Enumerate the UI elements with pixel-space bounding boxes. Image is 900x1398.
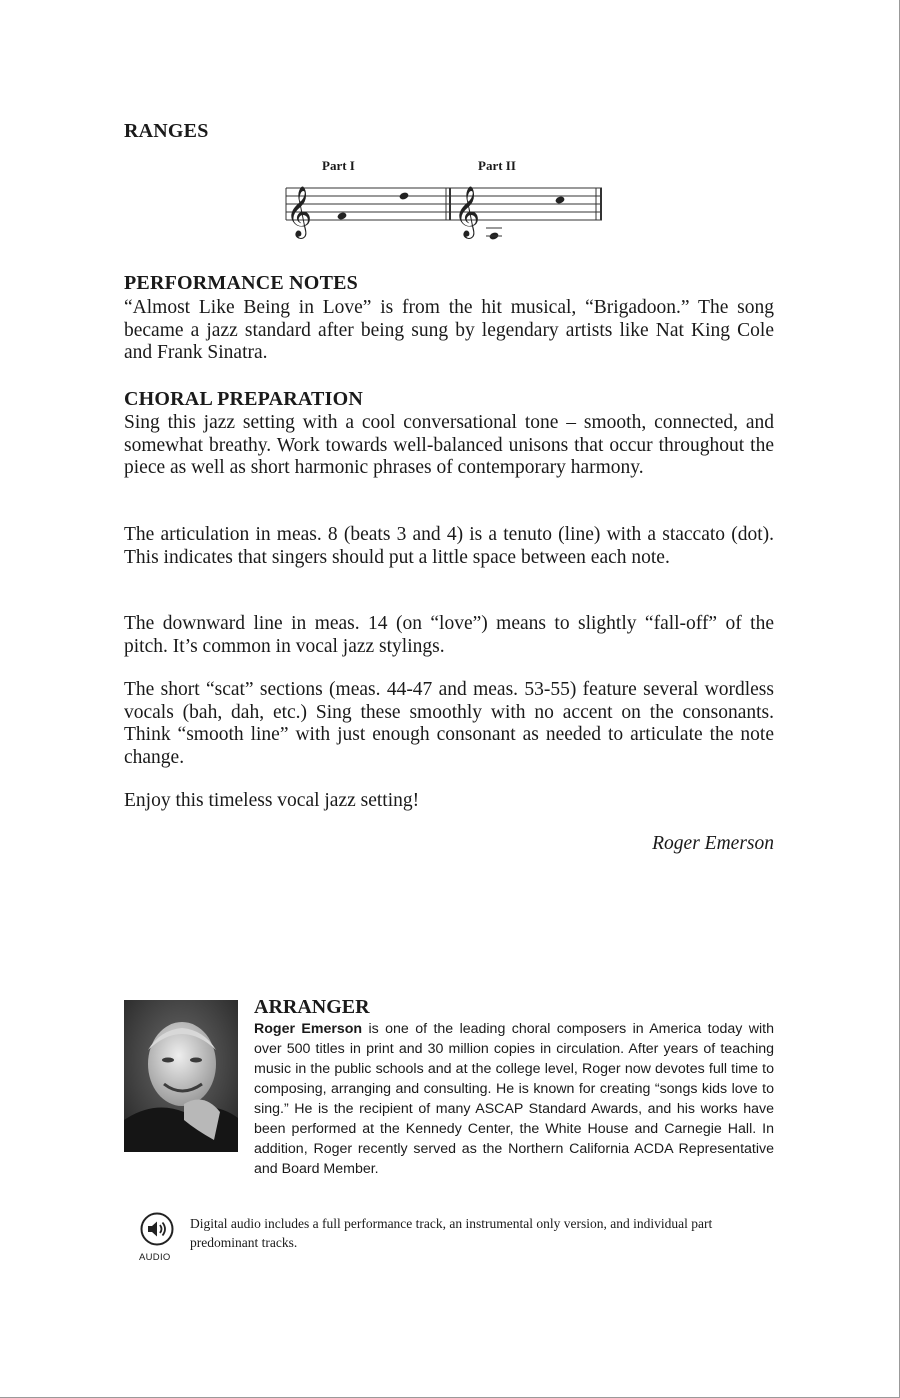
audio-icon bbox=[140, 1212, 174, 1246]
performance-notes-text: “Almost Like Being in Love” is from the hit musical, “Brigadoon.” The song became a jazz standard after being sung by legendary artists like Nat King Cole and Frank Sinatra. bbox=[124, 297, 774, 363]
arranger-bio bbox=[254, 1019, 774, 1179]
choral-preparation-heading: CHORAL PREPARATION bbox=[124, 388, 363, 410]
note-part2-high bbox=[555, 195, 566, 204]
part-two-label: Part II bbox=[478, 158, 516, 173]
note-part1-low bbox=[337, 211, 348, 220]
arranger-photo bbox=[124, 1000, 238, 1152]
audio-label: AUDIO bbox=[139, 1252, 171, 1263]
arranger-portrait bbox=[124, 1000, 238, 1152]
performance-notes-heading: PERFORMANCE NOTES bbox=[124, 272, 358, 294]
ranges-heading: RANGES bbox=[124, 120, 209, 142]
choral-paragraph-falloff: The downward line in meas. 14 (on “love”) means to slightly “fall-off” of the pitch. It’s common in vocal jazz stylings. bbox=[124, 613, 774, 657]
choral-paragraph-closing: Enjoy this timeless vocal jazz setting! bbox=[124, 790, 420, 811]
treble-clef-two: 𝄞 bbox=[454, 186, 481, 237]
staff-lines bbox=[286, 188, 602, 220]
ranges-staff bbox=[280, 150, 610, 250]
arranger-heading: ARRANGER bbox=[254, 996, 370, 1018]
treble-clef-one: 𝄞 bbox=[286, 186, 313, 237]
audio-note: Digital audio includes a full performance track, an instrumental only version, and individual part predominant tracks. bbox=[190, 1216, 713, 1250]
arranger-name: Roger Emerson bbox=[254, 1021, 363, 1037]
choral-paragraph-scat: The short “scat” sections (meas. 44-47 and meas. 53-55) feature several wordless vocals (bah, dah, etc.) Sing these smoothly with no accent on the consonants. Think “smooth line” with just enough consonant as needed to articulate the note change. bbox=[124, 679, 774, 768]
choral-paragraph-tone: Sing this jazz setting with a cool conversational tone – smooth, connected, and somewhat breathy. Work towards well-balanced unisons that occur throughout the piece as well as short harmonic phrases of contemporary harmony. bbox=[124, 412, 774, 478]
note-part1-high bbox=[399, 191, 410, 200]
signature: Roger Emerson bbox=[652, 833, 774, 854]
part-one-label: Part I bbox=[322, 158, 355, 173]
choral-paragraph-articulation: The articulation in meas. 8 (beats 3 and 4) is a tenuto (line) with a staccato (dot). This indicates that singers should put a little space between each note. bbox=[124, 524, 774, 568]
arranger-bio-text: is one of the leading choral composers in America today with over 500 titles in print and 30 million copies in circulation. After years of teaching music in the public schools and at the college level, Roger now devotes full time to composing, arranging and consulting. He is known for creating “songs kids love to sing.” He is the recipient of many ASCAP Standard Awards, and his works have been performed at the Kennedy Center, the White House and Carnegie Hall. In addition, Roger recently served as the Northern California ACDA Representative and Board Member. bbox=[254, 1021, 774, 1177]
